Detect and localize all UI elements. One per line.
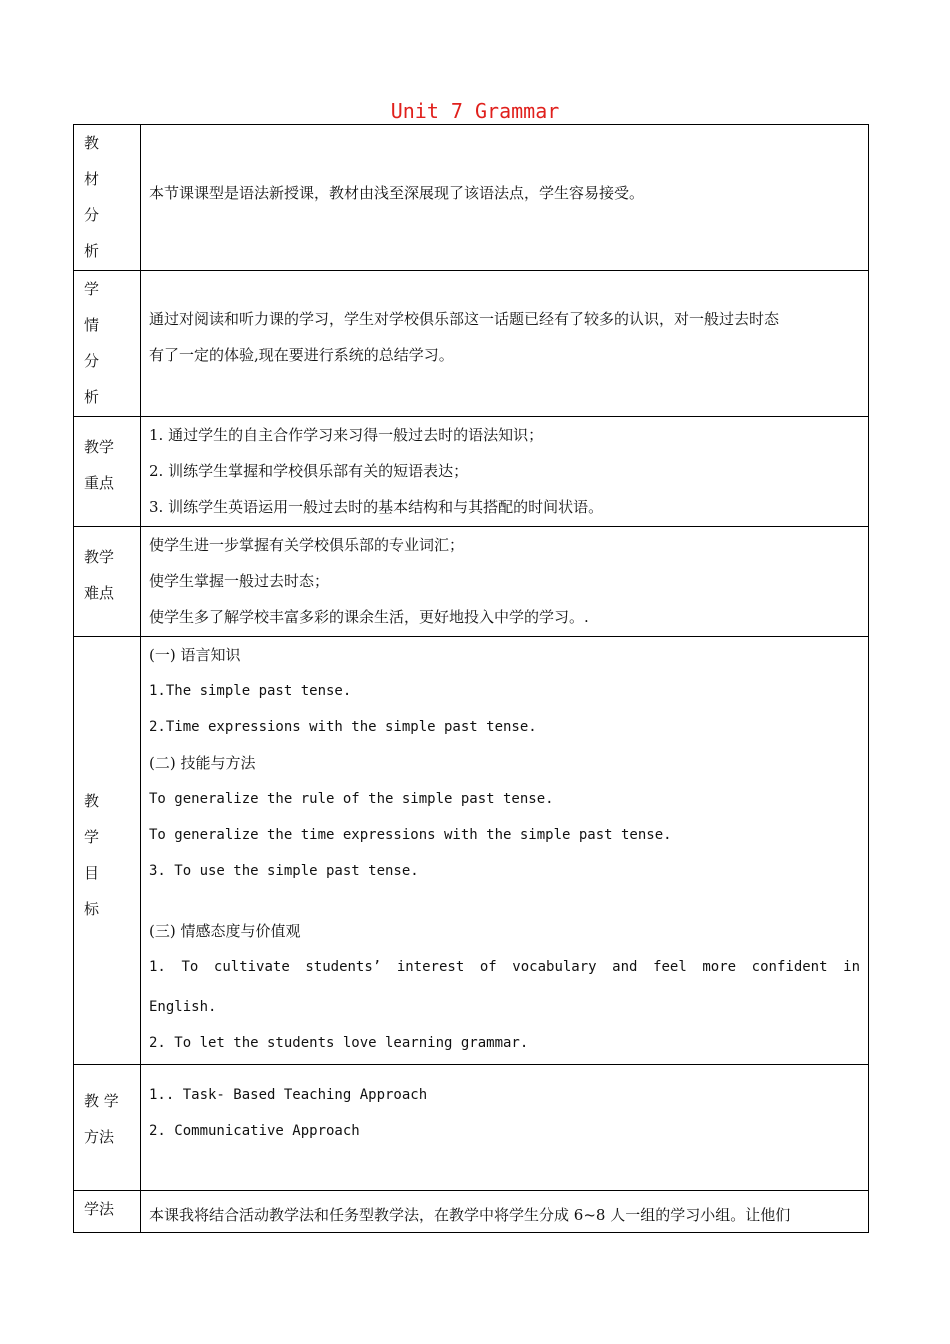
key-point-item: 3. 训练学生英语运用一般过去时的基本结构和与其搭配的时间状语。: [149, 498, 604, 516]
label-line: 重点: [84, 474, 115, 492]
objective-item: 2. To let the students love learning grammar.: [149, 1035, 529, 1051]
content-key-points: [141, 417, 869, 527]
page-title: Unit 7 Grammar: [390, 99, 560, 123]
label-difficulties: [74, 527, 141, 637]
label-char: 分: [84, 206, 100, 224]
learners-line: 通过对阅读和听力课的学习，学生对学校俱乐部这一话题已经有了较多的认识，对一般过去时态: [149, 310, 780, 328]
materials-text: 本节课课型是语法新授课，教材由浅至深展现了该语法点，学生容易接受。: [149, 184, 645, 202]
objective-item: 1.The simple past tense.: [149, 683, 352, 699]
label-line: 教学: [84, 438, 115, 456]
label-char: 目: [84, 864, 100, 882]
row-methods: [74, 1065, 869, 1191]
label-char: 分: [84, 352, 100, 370]
label-char: 材: [84, 170, 100, 188]
row-key-points: [74, 417, 869, 527]
objective-item: 2.Time expressions with the simple past tense.: [149, 719, 537, 735]
study-text: 本课我将结合活动教学法和任务型教学法，在教学中将学生分成 6~8 人一组的学习小组。让他们: [149, 1206, 791, 1224]
row-difficulties: [74, 527, 869, 637]
row-materials: [74, 125, 869, 271]
difficulty-item: 使学生掌握一般过去时态；: [149, 572, 330, 590]
label-methods: [74, 1065, 141, 1191]
label-line: 难点: [84, 584, 115, 602]
label-line: 教 学: [84, 1092, 119, 1110]
objective-item: To generalize the rule of the simple past tense.: [149, 791, 554, 807]
label-key-points: [74, 417, 141, 527]
row-learners: [74, 271, 869, 417]
objective-item: To generalize the time expressions with the simple past tense.: [149, 827, 672, 843]
label-line: 方法: [84, 1128, 115, 1146]
label-char: 学: [84, 280, 100, 298]
content-study: [141, 1191, 869, 1233]
difficulty-item: 使学生进一步掌握有关学校俱乐部的专业词汇；: [149, 536, 465, 554]
objective-item-continued: English.: [149, 999, 217, 1015]
objectives-section-heading: (三) 情感态度与价值观: [149, 922, 301, 940]
label-char: 析: [84, 242, 100, 260]
content-methods: [141, 1065, 869, 1191]
row-objectives: [74, 637, 869, 1065]
label-char: 标: [84, 900, 100, 918]
method-item: 1.. Task- Based Teaching Approach: [149, 1087, 428, 1103]
spacer: [149, 889, 860, 913]
row-study: [74, 1191, 869, 1233]
label-char: 情: [84, 316, 100, 334]
difficulty-item: 使学生多了解学校丰富多彩的课余生活，更好地投入中学的学习。.: [149, 608, 589, 626]
lesson-plan-table: [73, 124, 869, 1233]
content-difficulties: [141, 527, 869, 637]
learners-line: 有了一定的体验,现在要进行系统的总结学习。: [149, 346, 454, 364]
objective-item: 3. To use the simple past tense.: [149, 863, 419, 879]
label-line: 学法: [84, 1200, 115, 1218]
key-point-item: 1. 通过学生的自主合作学习来习得一般过去时的语法知识；: [149, 426, 544, 444]
objective-item: 1. To cultivate students’ interest of vocabulary and feel more confident in: [149, 959, 860, 975]
label-char: 析: [84, 388, 100, 406]
label-char: 教: [84, 792, 100, 810]
label-study: [74, 1191, 141, 1233]
objectives-section-heading: (一) 语言知识: [149, 646, 241, 664]
label-objectives: [74, 637, 141, 1065]
content-materials: [141, 125, 869, 271]
label-materials: [74, 125, 141, 271]
key-point-item: 2. 训练学生掌握和学校俱乐部有关的短语表达；: [149, 462, 469, 480]
label-char: 学: [84, 828, 100, 846]
content-objectives: [141, 637, 869, 1065]
label-char: 教: [84, 134, 100, 152]
label-learners: [74, 271, 141, 417]
content-learners: [141, 271, 869, 417]
method-item: 2. Communicative Approach: [149, 1123, 360, 1139]
objectives-section-heading: (二) 技能与方法: [149, 754, 256, 772]
label-line: 教学: [84, 548, 115, 566]
